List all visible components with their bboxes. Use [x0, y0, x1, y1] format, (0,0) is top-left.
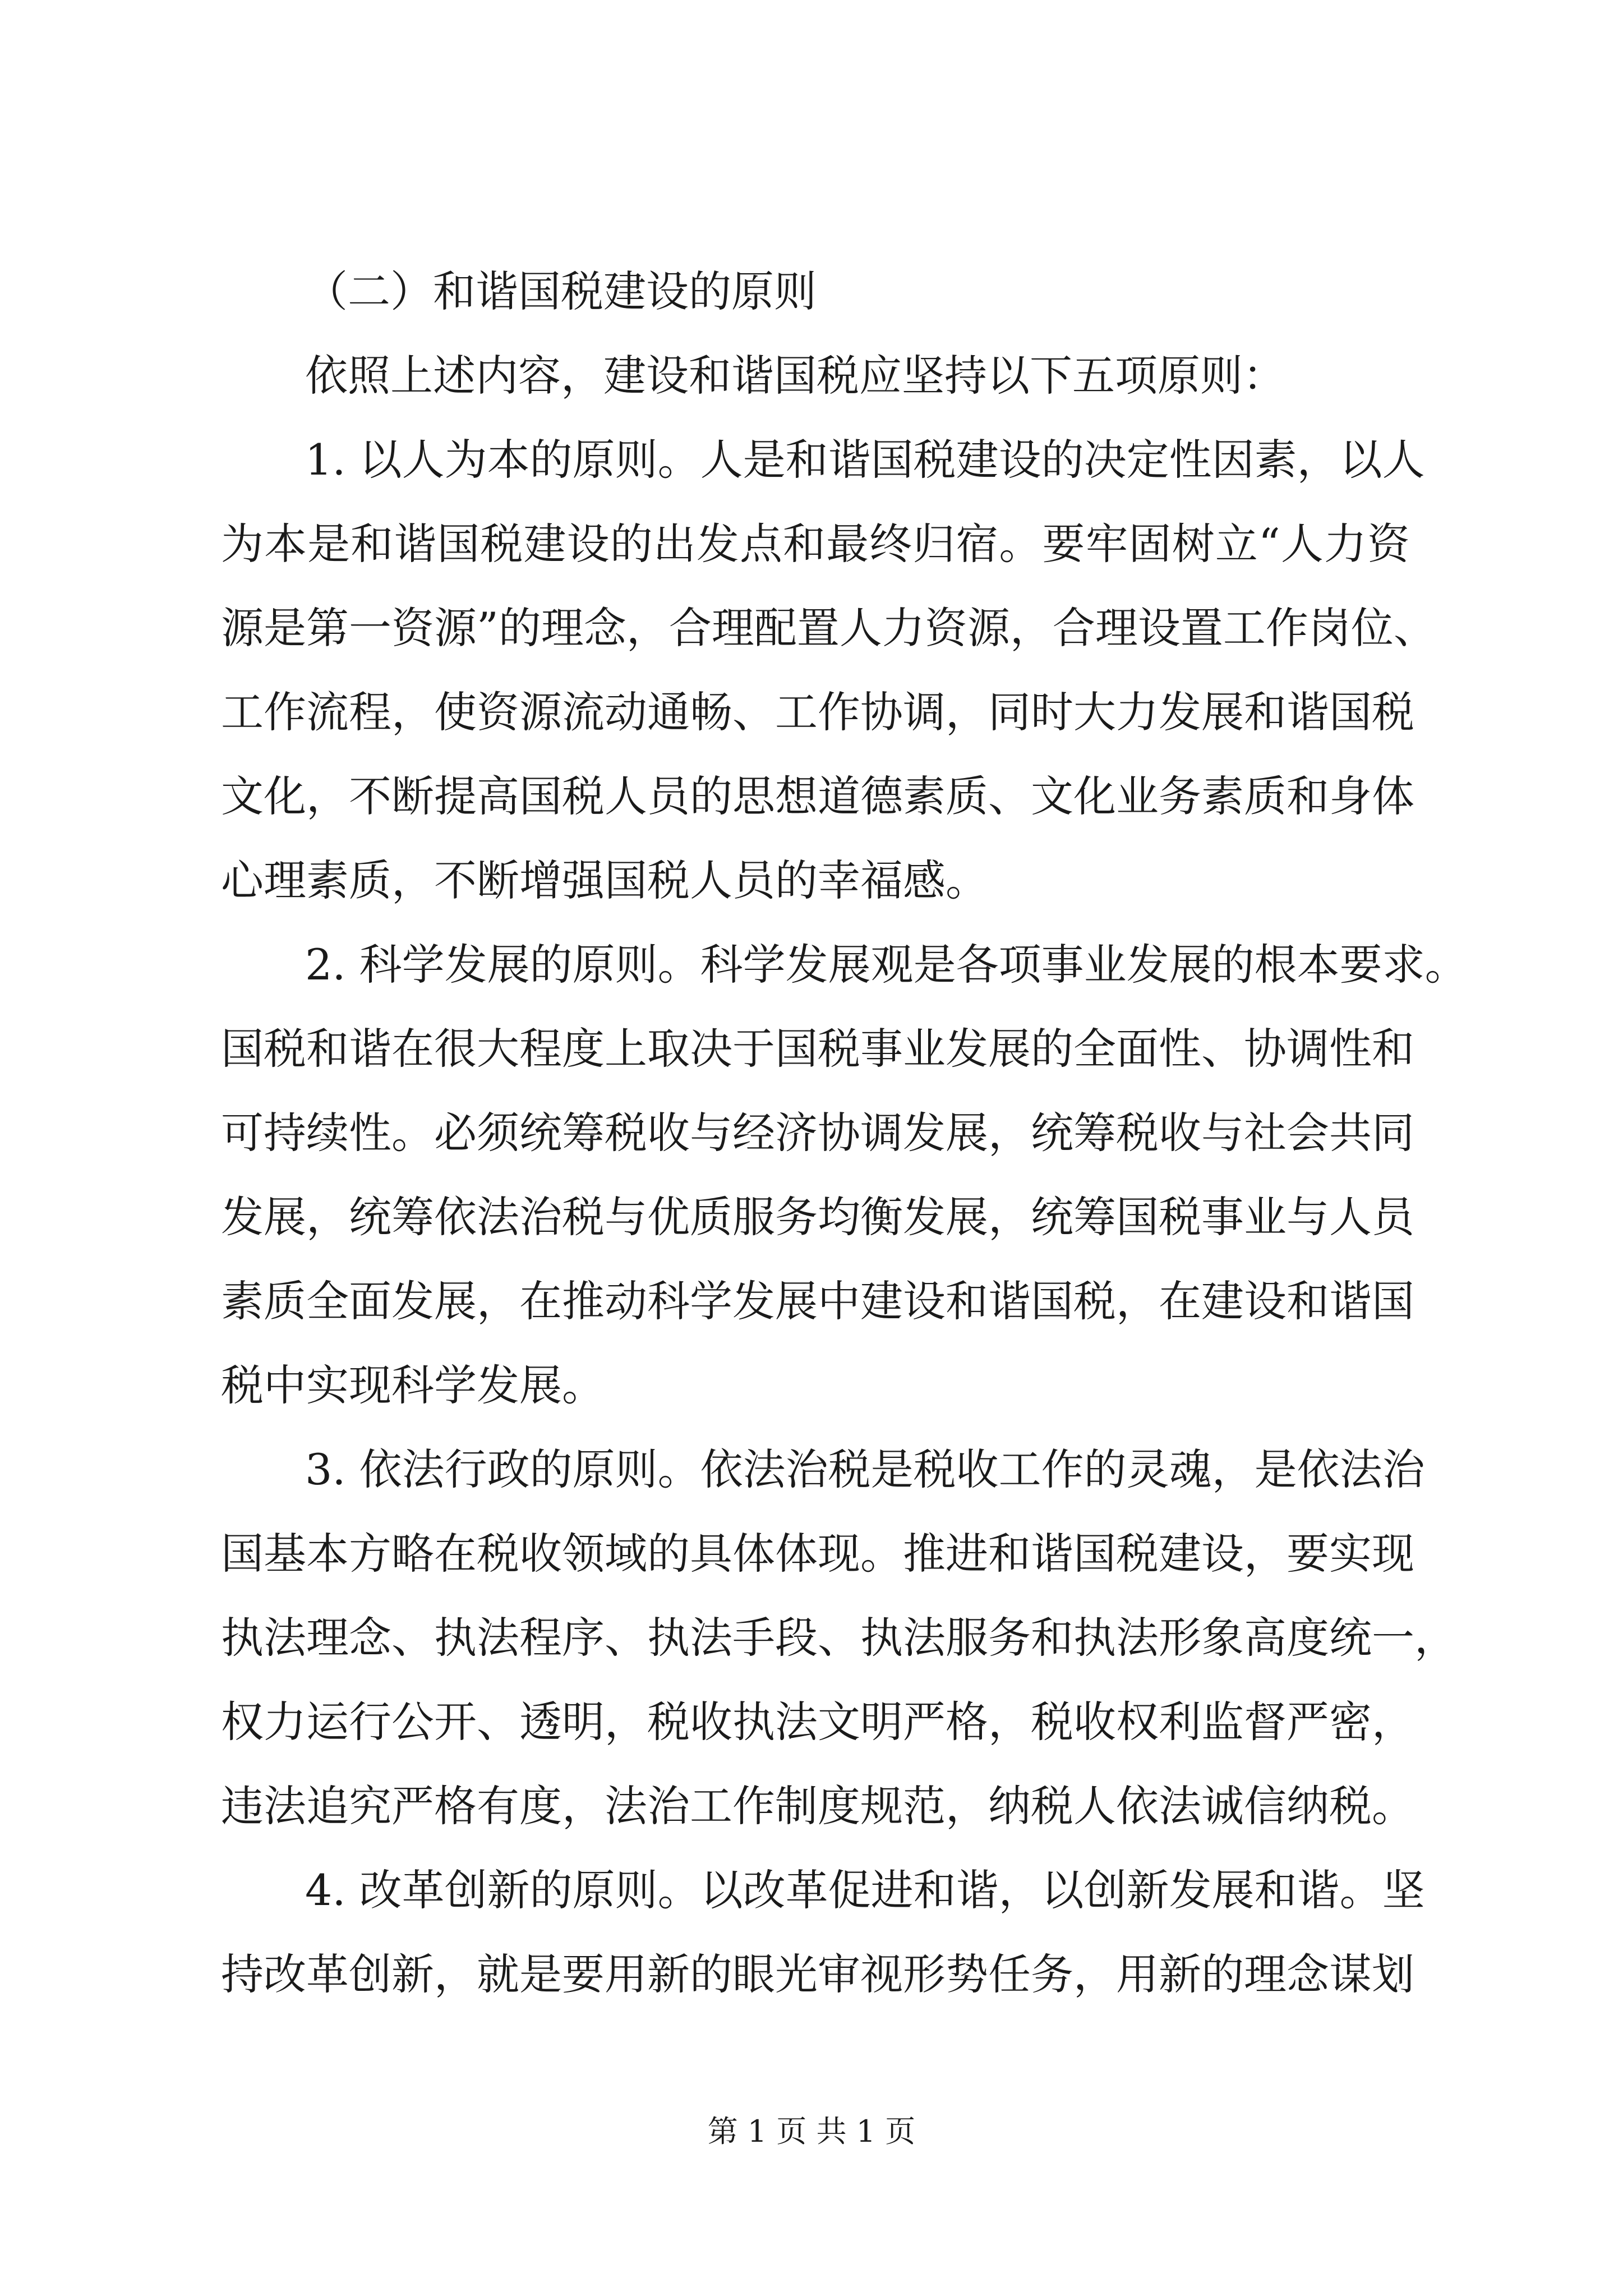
paragraph-line: 可持续性。必须统筹税收与经济协调发展，统筹税收与社会共同	[221, 1108, 1414, 1158]
paragraph-line: 1. 以人为本的原则。人是和谐国税建设的决定性因素，以人	[305, 435, 1425, 485]
paragraph-line: 源是第一资源”的理念，合理配置人力资源，合理设置工作岗位、	[221, 603, 1436, 653]
page-footer: 第 1 页 共 1 页	[707, 2114, 916, 2149]
paragraph-line: 持改革创新，就是要用新的眼光审视形势任务，用新的理念谋划	[221, 1949, 1414, 1999]
paragraph-line: 文化，不断提高国税人员的思想道德素质、文化业务素质和身体	[221, 771, 1414, 821]
paragraph-line: 2. 科学发展的原则。科学发展观是各项事业发展的根本要求。	[305, 940, 1468, 990]
paragraph-line: 为本是和谐国税建设的出发点和最终归宿。要牢固树立“人力资	[221, 519, 1410, 569]
paragraph-line: 素质全面发展，在推动科学发展中建设和谐国税，在建设和谐国	[221, 1276, 1414, 1326]
paragraph-line: 执法理念、执法程序、执法手段、执法服务和执法形象高度统一，	[221, 1613, 1457, 1663]
paragraph-line: 发展，统筹依法治税与优质服务均衡发展，统筹国税事业与人员	[221, 1192, 1414, 1242]
paragraph-line: 4. 改革创新的原则。以改革促进和谐，以创新发展和谐。坚	[305, 1865, 1425, 1915]
paragraph-line: 工作流程，使资源流动通畅、工作协调，同时大力发展和谐国税	[221, 687, 1414, 737]
paragraph-line: 心理素质，不断增强国税人员的幸福感。	[221, 855, 988, 905]
paragraph-line: 依照上述内容，建设和谐国税应坚持以下五项原则：	[305, 351, 1285, 401]
section-heading: （二）和谐国税建设的原则	[305, 266, 817, 316]
paragraph-line: 权力运行公开、透明，税收执法文明严格，税收权利监督严密，	[221, 1697, 1414, 1747]
paragraph-line: 税中实现科学发展。	[221, 1360, 605, 1410]
paragraph-line: 3. 依法行政的原则。依法治税是税收工作的灵魂，是依法治	[305, 1444, 1425, 1494]
paragraph-line: 国基本方略在税收领域的具体体现。推进和谐国税建设，要实现	[221, 1529, 1414, 1579]
paragraph-line: 违法追究严格有度，法治工作制度规范，纳税人依法诚信纳税。	[221, 1781, 1414, 1831]
paragraph-line: 国税和谐在很大程度上取决于国税事业发展的全面性、协调性和	[221, 1024, 1414, 1074]
